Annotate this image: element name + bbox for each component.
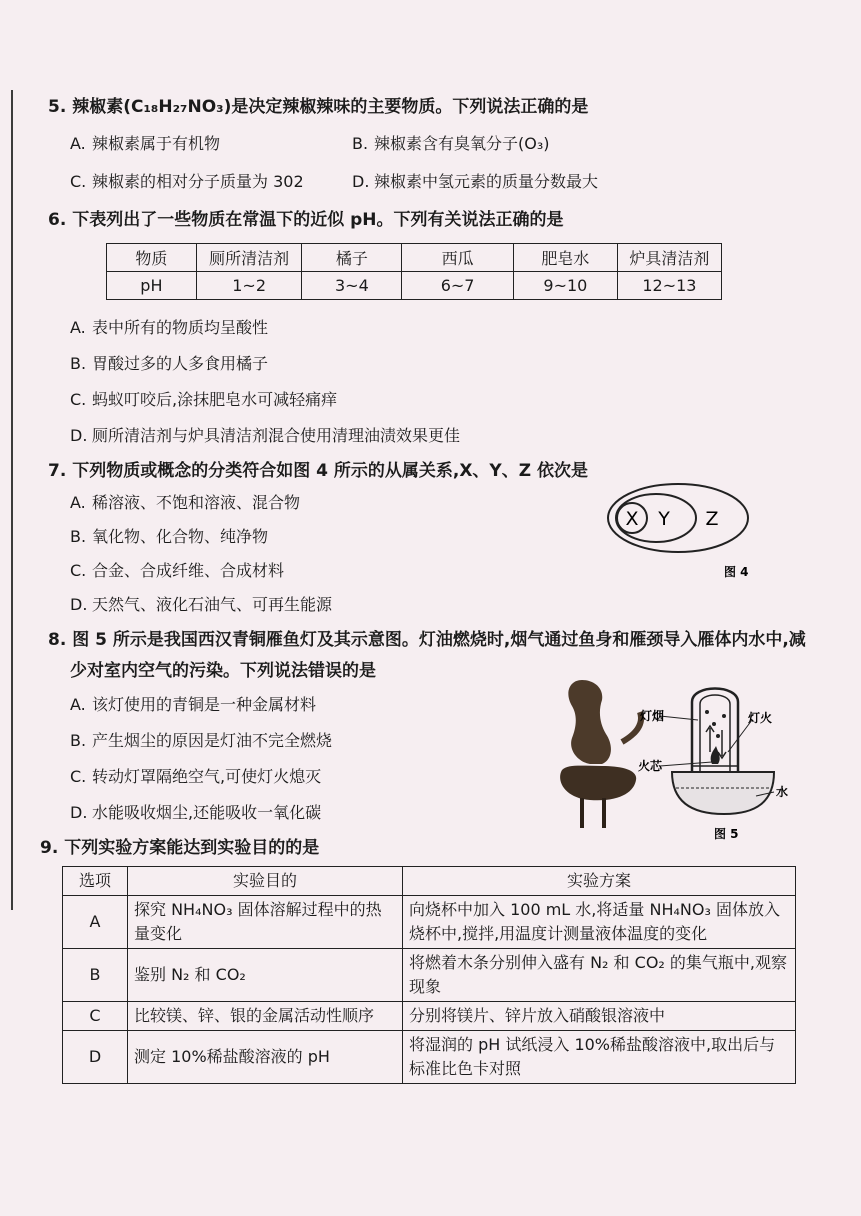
venn-z-label: Z — [705, 508, 719, 530]
lamp-schematic-diagram — [660, 689, 774, 815]
q8-option-a: A. 该灯使用的青铜是一种金属材料 — [70, 695, 317, 714]
table-header-cell: 实验目的 — [128, 867, 403, 896]
table-row — [107, 272, 722, 300]
table-row — [63, 949, 796, 1002]
table-cell: 炉具清洁剂 — [617, 244, 721, 272]
table-header-row — [63, 867, 796, 896]
figure-4-caption: 图 4 — [724, 565, 749, 579]
figure-5-caption: 图 5 — [714, 827, 739, 841]
table-row — [63, 1031, 796, 1084]
table-row — [63, 1002, 796, 1031]
label-wick: 火芯 — [638, 759, 663, 773]
label-smoke: 灯烟 — [640, 709, 665, 723]
q6-option-c: C. 蚂蚁叮咬后,涂抹肥皂水可减轻痛痒 — [70, 390, 338, 409]
table-cell: 鉴别 N₂ 和 CO₂ — [128, 949, 403, 1002]
q6-stem: 6. 下表列出了一些物质在常温下的近似 pH。下列有关说法正确的是 — [48, 210, 564, 230]
table-cell: 1~2 — [196, 272, 302, 300]
q5-stem: 5. 辣椒素(C₁₈H₂₇NO₃)是决定辣椒辣味的主要物质。下列说法正确的是 — [48, 97, 589, 117]
q8-option-c: C. 转动灯罩隔绝空气,可使灯火熄灭 — [70, 767, 322, 786]
q5-option-a: A. 辣椒素属于有机物 — [70, 134, 221, 153]
table-cell: A — [63, 896, 128, 949]
q8-option-d: D. 水能吸收烟尘,还能吸收一氧化碳 — [70, 803, 322, 822]
q5-option-d: D. 辣椒素中氢元素的质量分数最大 — [352, 172, 599, 191]
q7-option-c: C. 合金、合成纤维、合成材料 — [70, 561, 285, 580]
table-cell: 3~4 — [302, 272, 402, 300]
table-cell: 肥皂水 — [513, 244, 617, 272]
binding-margin-line — [11, 90, 13, 910]
q7-option-d: D. 天然气、液化石油气、可再生能源 — [70, 595, 333, 614]
experiment-table — [62, 866, 796, 1084]
table-cell: 将燃着木条分别伸入盛有 N₂ 和 CO₂ 的集气瓶中,观察现象 — [403, 949, 796, 1002]
table-header-cell: 选项 — [63, 867, 128, 896]
table-cell: 探究 NH₄NO₃ 固体溶解过程中的热量变化 — [128, 896, 403, 949]
q6-option-a: A. 表中所有的物质均呈酸性 — [70, 318, 269, 337]
venn-y-label: Y — [658, 508, 670, 530]
q5-option-c: C. 辣椒素的相对分子质量为 302 — [70, 172, 304, 191]
q8-option-b: B. 产生烟尘的原因是灯油不完全燃烧 — [70, 731, 333, 750]
q7-stem: 7. 下列物质或概念的分类符合如图 4 所示的从属关系,X、Y、Z 依次是 — [48, 461, 588, 481]
table-cell: 橘子 — [302, 244, 402, 272]
q5-option-b: B. 辣椒素含有臭氧分子(O₃) — [352, 134, 550, 153]
bronze-lamp-photo — [560, 680, 641, 828]
table-cell: D — [63, 1031, 128, 1084]
q6-option-d: D. 厕所清洁剂与炉具清洁剂混合使用清理油渍效果更佳 — [70, 426, 461, 445]
table-cell: pH — [107, 272, 197, 300]
bronze-goose-fish-lamp-figure-5 — [542, 672, 792, 842]
table-cell: 物质 — [107, 244, 197, 272]
label-flame: 灯火 — [748, 711, 773, 725]
table-cell: 比较镁、锌、银的金属活动性顺序 — [128, 1002, 403, 1031]
table-cell: 向烧杯中加入 100 mL 水,将适量 NH₄NO₃ 固体放入烧杯中,搅拌,用温度计测量液体温度的变化 — [403, 896, 796, 949]
venn-x-label: X — [625, 508, 639, 530]
q8-stem-line2: 少对室内空气的污染。下列说法错误的是 — [70, 661, 376, 681]
label-water: 水 — [776, 785, 789, 799]
table-header-cell: 实验方案 — [403, 867, 796, 896]
q7-option-b: B. 氧化物、化合物、纯净物 — [70, 527, 269, 546]
table-cell: 12~13 — [617, 272, 721, 300]
table-cell: C — [63, 1002, 128, 1031]
venn-diagram-figure-4 — [606, 480, 756, 580]
q9-stem: 9. 下列实验方案能达到实验目的的是 — [40, 838, 320, 858]
table-cell: 西瓜 — [402, 244, 514, 272]
q7-option-a: A. 稀溶液、不饱和溶液、混合物 — [70, 493, 301, 512]
table-row — [107, 244, 722, 272]
table-cell: 6~7 — [402, 272, 514, 300]
q6-option-b: B. 胃酸过多的人多食用橘子 — [70, 354, 269, 373]
table-cell: B — [63, 949, 128, 1002]
table-cell: 9~10 — [513, 272, 617, 300]
ph-table — [106, 243, 722, 300]
table-row — [63, 896, 796, 949]
table-cell: 分别将镁片、锌片放入硝酸银溶液中 — [403, 1002, 796, 1031]
table-cell: 厕所清洁剂 — [196, 244, 302, 272]
table-cell: 将湿润的 pH 试纸浸入 10%稀盐酸溶液中,取出后与标准比色卡对照 — [403, 1031, 796, 1084]
q8-stem-line1: 8. 图 5 所示是我国西汉青铜雁鱼灯及其示意图。灯油燃烧时,烟气通过鱼身和雁颈导入雁体内水中,减 — [48, 630, 806, 650]
table-cell: 测定 10%稀盐酸溶液的 pH — [128, 1031, 403, 1084]
